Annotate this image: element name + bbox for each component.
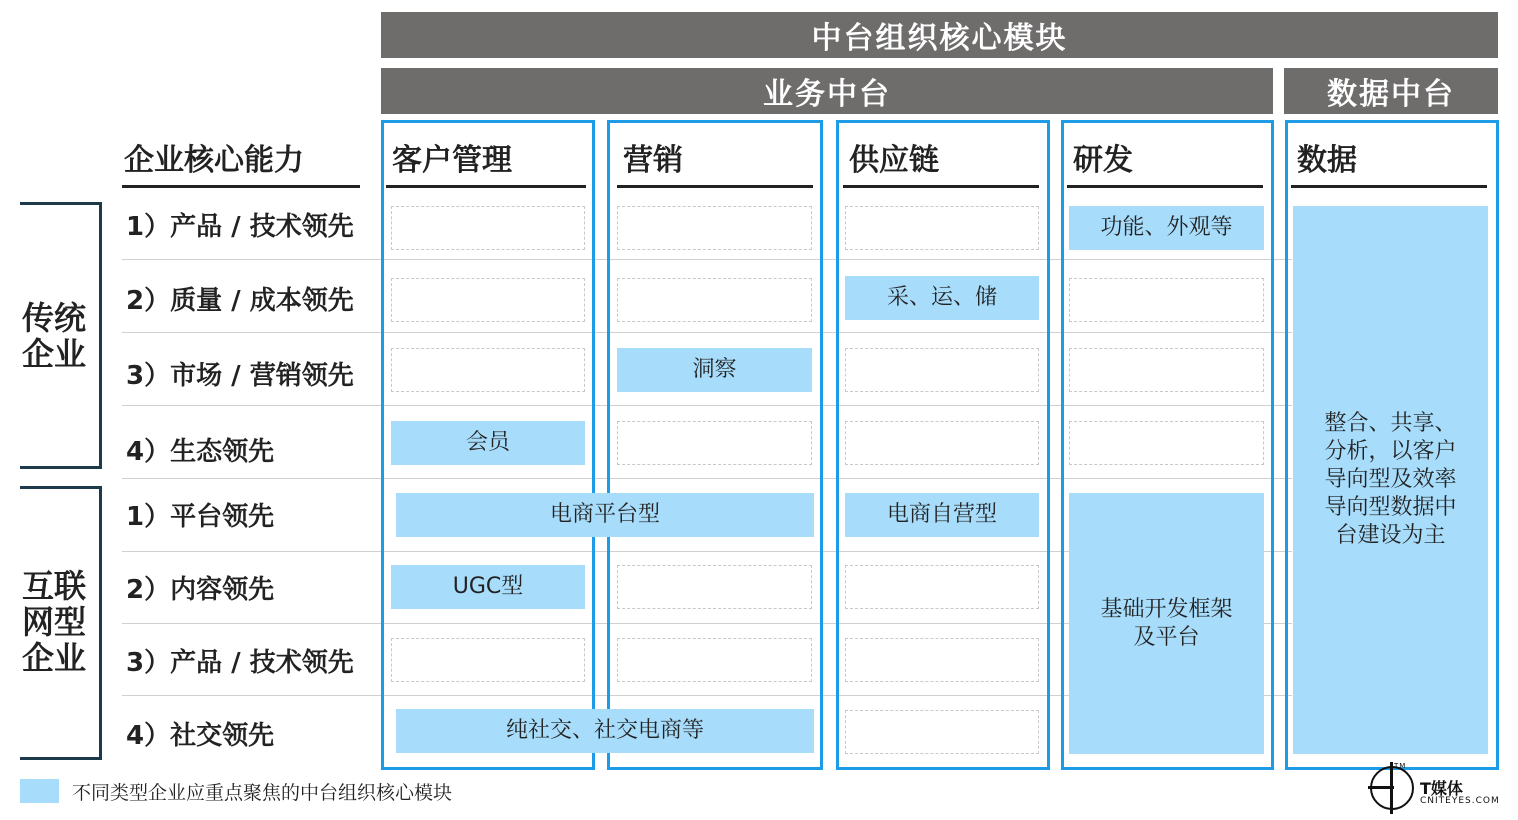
row-label: 4）社交领先 — [126, 720, 275, 751]
column-title-marketing: 营销 — [617, 128, 813, 188]
empty-cell — [845, 348, 1039, 392]
cell-data-main: 整合、共享、 分析，以客户 导向型及效率 导向型数据中 台建设为主 — [1293, 206, 1488, 754]
empty-cell — [391, 206, 585, 250]
empty-cell — [845, 565, 1039, 609]
empty-cell — [617, 421, 812, 465]
column-title-customer: 客户管理 — [386, 128, 586, 188]
data-platform-title: 数据中台 — [1327, 77, 1455, 112]
row-label: 1）平台领先 — [126, 501, 275, 532]
row-label: 3）产品 / 技术领先 — [126, 647, 354, 678]
cell-ecommerce-self: 电商自营型 — [845, 493, 1039, 537]
logo-tm: TM — [1394, 762, 1407, 770]
cell-rd-function: 功能、外观等 — [1069, 206, 1264, 250]
row-label: 2）内容领先 — [126, 574, 275, 605]
empty-cell — [1069, 421, 1264, 465]
logo-sub: CNITEYES.COM — [1420, 796, 1500, 806]
cell-supply-logistics: 采、运、储 — [845, 276, 1039, 320]
cell-ugc: UGC型 — [391, 565, 585, 609]
logo-name: T媒体 — [1420, 779, 1463, 798]
group-label-traditional: 传统 企业 — [22, 299, 87, 373]
row-label: 4）生态领先 — [126, 436, 275, 467]
capability-header: 企业核心能力 — [122, 128, 360, 188]
empty-cell — [391, 348, 585, 392]
main-title: 中台组织核心模块 — [811, 21, 1068, 56]
empty-cell — [1069, 278, 1264, 322]
column-title-supply-chain: 供应链 — [843, 128, 1039, 188]
empty-cell — [845, 638, 1039, 682]
data-platform-bar — [1284, 68, 1498, 114]
cell-social: 纯社交、社交电商等 — [396, 709, 814, 753]
empty-cell — [845, 206, 1039, 250]
cell-customer-member: 会员 — [391, 421, 585, 465]
main-title-bar — [381, 12, 1498, 58]
column-title-rd: 研发 — [1067, 128, 1263, 188]
business-platform-bar — [381, 68, 1273, 114]
empty-cell — [391, 638, 585, 682]
empty-cell — [845, 710, 1039, 754]
empty-cell — [391, 278, 585, 322]
cell-marketing-insight: 洞察 — [617, 348, 812, 392]
row-label: 2）质量 / 成本领先 — [126, 285, 354, 316]
empty-cell — [845, 421, 1039, 465]
empty-cell — [617, 638, 812, 682]
legend-text: 不同类型企业应重点聚焦的中台组织核心模块 — [72, 781, 453, 804]
cell-ecommerce-platform: 电商平台型 — [396, 493, 814, 537]
row-label: 1）产品 / 技术领先 — [126, 211, 354, 242]
group-label-internet: 互联 网型 企业 — [22, 567, 87, 677]
business-platform-title: 业务中台 — [763, 77, 891, 112]
logo — [1368, 762, 1510, 814]
empty-cell — [617, 206, 812, 250]
legend-swatch — [20, 779, 59, 803]
cell-rd-framework: 基础开发框架 及平台 — [1069, 493, 1264, 754]
empty-cell — [617, 278, 812, 322]
column-title-data: 数据 — [1291, 128, 1487, 188]
empty-cell — [1069, 348, 1264, 392]
row-label: 3）市场 / 营销领先 — [126, 360, 354, 391]
logo-mark-bar-icon — [1368, 786, 1394, 789]
empty-cell — [617, 565, 812, 609]
